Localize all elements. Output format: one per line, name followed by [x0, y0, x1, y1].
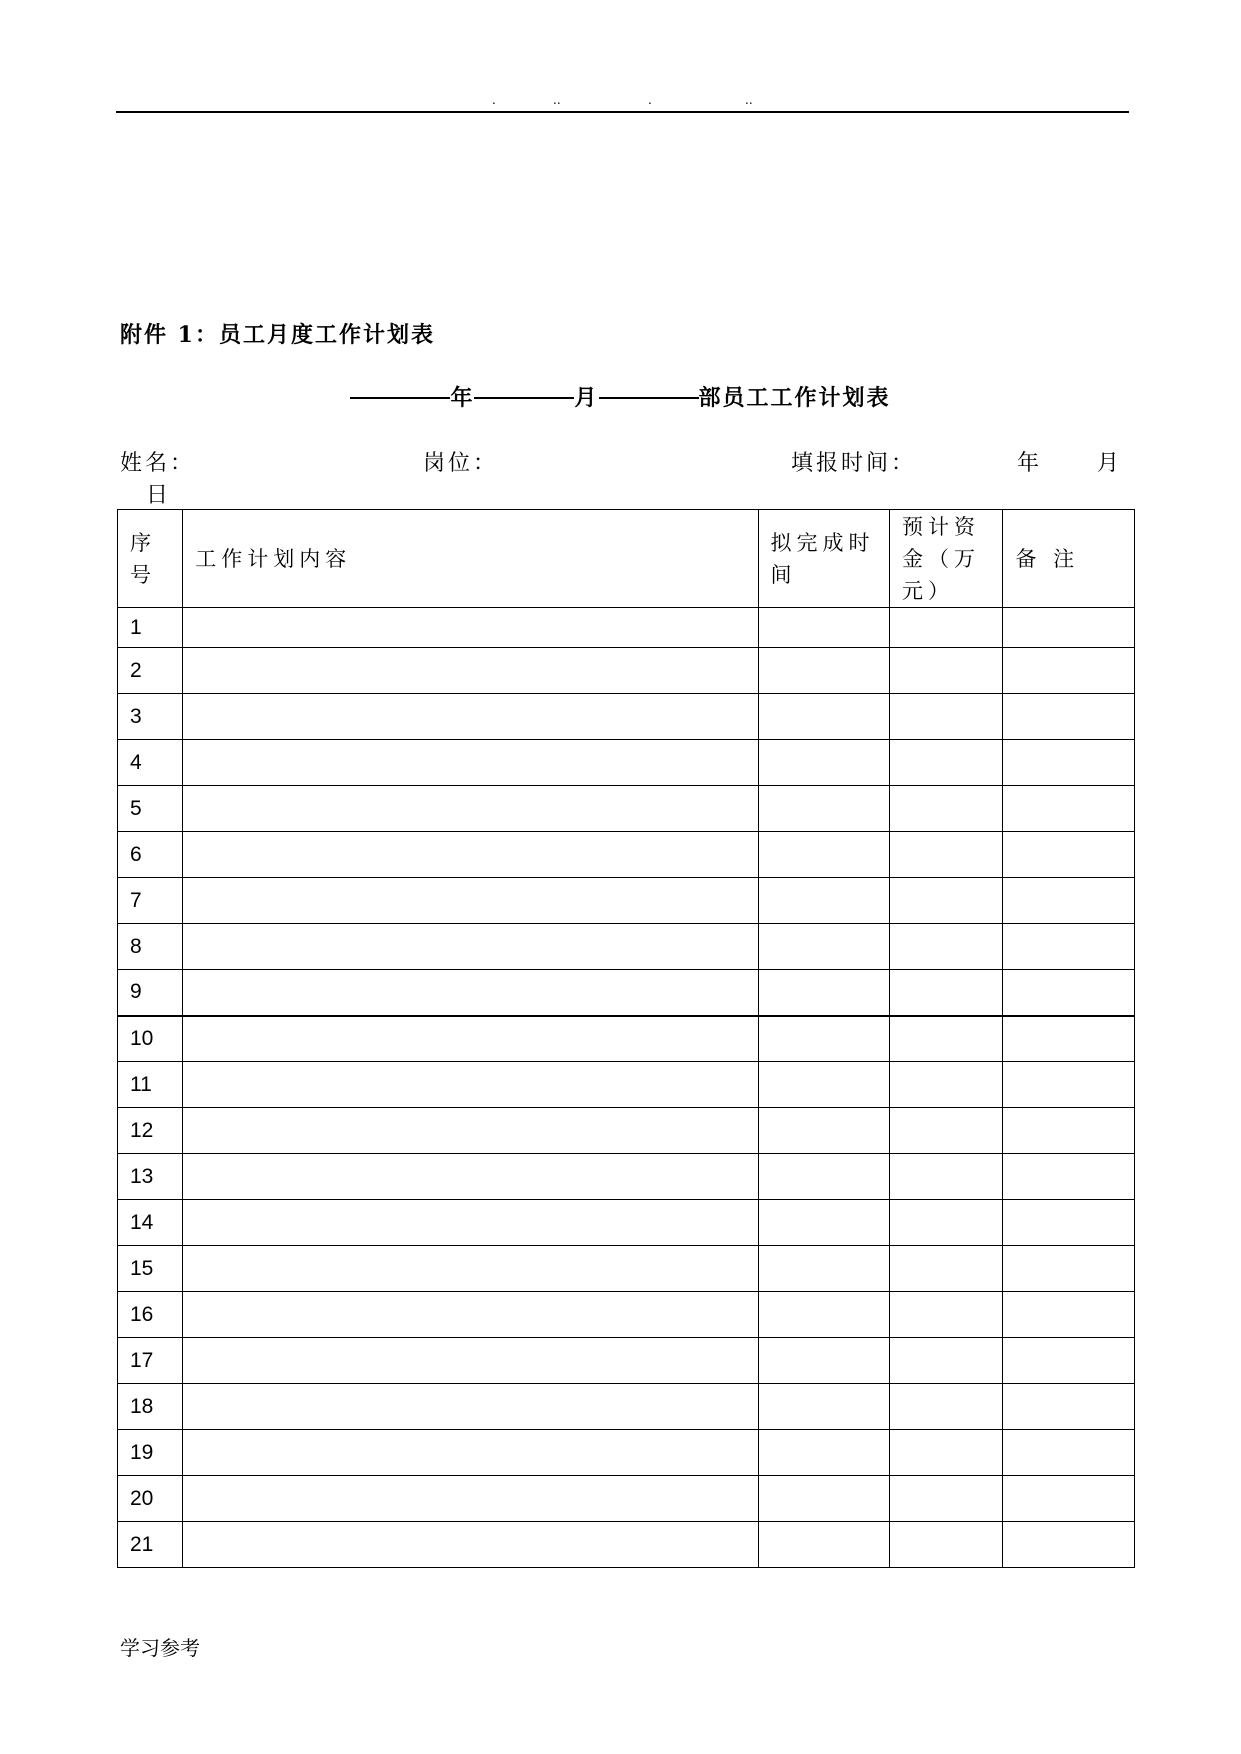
name-label: 姓名： — [120, 451, 196, 476]
content-cell[interactable] — [183, 1476, 758, 1522]
work-plan-table — [117, 509, 1135, 1568]
row-number: 18 — [118, 1384, 183, 1430]
row-number: 8 — [118, 924, 183, 970]
position-label: 岗位： — [423, 451, 499, 476]
row-number: 9 — [118, 970, 183, 1016]
budget-cell[interactable] — [890, 878, 1003, 924]
row-number: 6 — [118, 832, 183, 878]
deadline-cell[interactable] — [758, 1476, 890, 1522]
remarks-cell[interactable] — [1003, 1200, 1135, 1246]
deadline-cell[interactable] — [758, 786, 890, 832]
row-number: 1 — [118, 608, 183, 648]
blank-line[interactable] — [599, 397, 699, 399]
header-mark: .. — [553, 93, 561, 107]
row-number: 21 — [118, 1522, 183, 1568]
fill-month-label: 月 — [1097, 451, 1123, 476]
budget-cell[interactable] — [890, 1292, 1003, 1338]
content-cell[interactable] — [183, 740, 758, 786]
row-number: 7 — [118, 878, 183, 924]
deadline-cell[interactable] — [758, 648, 890, 694]
budget-cell[interactable] — [890, 694, 1003, 740]
row-number: 15 — [118, 1246, 183, 1292]
content-cell[interactable] — [183, 1384, 758, 1430]
header-budget: 预计资金（万元） — [890, 510, 1003, 608]
content-cell[interactable] — [183, 694, 758, 740]
remarks-cell[interactable] — [1003, 1108, 1135, 1154]
header-content: 工作计划内容 — [183, 510, 758, 608]
form-title-suffix: 部员工工作计划表 — [698, 385, 891, 411]
deadline-cell[interactable] — [758, 1430, 890, 1476]
budget-cell[interactable] — [890, 1016, 1003, 1062]
table-row — [118, 694, 1135, 740]
deadline-cell[interactable] — [758, 1384, 890, 1430]
content-cell[interactable] — [183, 924, 758, 970]
row-number: 11 — [118, 1062, 183, 1108]
deadline-cell[interactable] — [758, 694, 890, 740]
form-title-year: 年 — [450, 385, 475, 411]
content-cell[interactable] — [183, 786, 758, 832]
remarks-cell[interactable] — [1003, 1384, 1135, 1430]
remarks-cell[interactable] — [1003, 1292, 1135, 1338]
budget-cell[interactable] — [890, 1522, 1003, 1568]
form-title-month: 月 — [574, 385, 599, 411]
remarks-cell[interactable] — [1003, 832, 1135, 878]
remarks-cell[interactable] — [1003, 1016, 1135, 1062]
budget-cell[interactable] — [890, 648, 1003, 694]
content-cell[interactable] — [183, 1522, 758, 1568]
budget-cell[interactable] — [890, 1062, 1003, 1108]
row-number: 20 — [118, 1476, 183, 1522]
remarks-cell[interactable] — [1003, 1430, 1135, 1476]
budget-cell[interactable] — [890, 1154, 1003, 1200]
table-row — [118, 1384, 1135, 1430]
table-row — [118, 1200, 1135, 1246]
content-cell[interactable] — [183, 1016, 758, 1062]
deadline-cell[interactable] — [758, 1016, 890, 1062]
content-cell[interactable] — [183, 832, 758, 878]
header-mark: .. — [745, 93, 753, 107]
deadline-cell[interactable] — [758, 1200, 890, 1246]
table-row — [118, 878, 1135, 924]
deadline-cell[interactable] — [758, 878, 890, 924]
table-row — [118, 786, 1135, 832]
table-row — [118, 1062, 1135, 1108]
remarks-cell[interactable] — [1003, 1246, 1135, 1292]
header-deadline: 拟完成时间 — [758, 510, 890, 608]
table-row — [118, 1430, 1135, 1476]
deadline-cell[interactable] — [758, 832, 890, 878]
content-cell[interactable] — [183, 1430, 758, 1476]
remarks-cell[interactable] — [1003, 1522, 1135, 1568]
header-mark: . — [648, 93, 652, 107]
table-row — [118, 1476, 1135, 1522]
table-row — [118, 1338, 1135, 1384]
deadline-cell[interactable] — [758, 1338, 890, 1384]
content-cell[interactable] — [183, 1338, 758, 1384]
deadline-cell[interactable] — [758, 924, 890, 970]
content-cell[interactable] — [183, 1246, 758, 1292]
deadline-cell[interactable] — [758, 1522, 890, 1568]
row-number: 2 — [118, 648, 183, 694]
table-row — [118, 1016, 1135, 1062]
budget-cell[interactable] — [890, 1108, 1003, 1154]
header-seq: 序号 — [118, 510, 183, 608]
row-number: 3 — [118, 694, 183, 740]
deadline-cell[interactable] — [758, 1246, 890, 1292]
budget-cell[interactable] — [890, 1384, 1003, 1430]
budget-cell[interactable] — [890, 740, 1003, 786]
remarks-cell[interactable] — [1003, 970, 1135, 1016]
budget-cell[interactable] — [890, 1476, 1003, 1522]
table-row — [118, 832, 1135, 878]
fill-time-label: 填报时间： — [791, 451, 917, 476]
budget-cell[interactable] — [890, 970, 1003, 1016]
content-cell[interactable] — [183, 878, 758, 924]
fill-day-label: 日 — [146, 483, 172, 508]
table-row — [118, 1246, 1135, 1292]
row-number: 16 — [118, 1292, 183, 1338]
budget-cell[interactable] — [890, 608, 1003, 648]
content-cell[interactable] — [183, 1108, 758, 1154]
remarks-cell[interactable] — [1003, 1154, 1135, 1200]
row-number: 19 — [118, 1430, 183, 1476]
footer-note: 学习参考 — [120, 1636, 200, 1660]
content-cell[interactable] — [183, 1062, 758, 1108]
content-cell[interactable] — [183, 970, 758, 1016]
remarks-cell[interactable] — [1003, 1338, 1135, 1384]
header-mark: . — [492, 93, 496, 107]
row-number: 14 — [118, 1200, 183, 1246]
row-number: 12 — [118, 1108, 183, 1154]
deadline-cell[interactable] — [758, 1154, 890, 1200]
form-title — [0, 381, 1241, 412]
table-row — [118, 1108, 1135, 1154]
budget-cell[interactable] — [890, 1338, 1003, 1384]
remarks-cell[interactable] — [1003, 694, 1135, 740]
row-number: 4 — [118, 740, 183, 786]
deadline-cell[interactable] — [758, 1292, 890, 1338]
row-number: 17 — [118, 1338, 183, 1384]
content-cell[interactable] — [183, 1154, 758, 1200]
content-cell[interactable] — [183, 1200, 758, 1246]
row-number: 10 — [118, 1016, 183, 1062]
budget-cell[interactable] — [890, 924, 1003, 970]
header-remarks: 备 注 — [1003, 510, 1135, 608]
blank-line[interactable] — [474, 397, 574, 399]
content-cell[interactable] — [183, 608, 758, 648]
remarks-cell[interactable] — [1003, 1476, 1135, 1522]
remarks-cell[interactable] — [1003, 740, 1135, 786]
table-row — [118, 608, 1135, 648]
row-number: 13 — [118, 1154, 183, 1200]
remarks-cell[interactable] — [1003, 1062, 1135, 1108]
deadline-cell[interactable] — [758, 1062, 890, 1108]
table-row — [118, 970, 1135, 1016]
header-rule — [116, 111, 1129, 113]
table-row — [118, 924, 1135, 970]
table-row — [118, 1292, 1135, 1338]
deadline-cell[interactable] — [758, 740, 890, 786]
table-row — [118, 740, 1135, 786]
deadline-cell[interactable] — [758, 608, 890, 648]
budget-cell[interactable] — [890, 1430, 1003, 1476]
blank-line[interactable] — [350, 397, 450, 399]
fill-year-label: 年 — [1017, 451, 1043, 476]
content-cell[interactable] — [183, 648, 758, 694]
remarks-cell[interactable] — [1003, 786, 1135, 832]
row-number: 5 — [118, 786, 183, 832]
content-cell[interactable] — [183, 1292, 758, 1338]
remarks-cell[interactable] — [1003, 648, 1135, 694]
deadline-cell[interactable] — [758, 970, 890, 1016]
budget-cell[interactable] — [890, 786, 1003, 832]
remarks-cell[interactable] — [1003, 878, 1135, 924]
attachment-title: 附件 1：员工月度工作计划表 — [120, 322, 435, 348]
remarks-cell[interactable] — [1003, 608, 1135, 648]
remarks-cell[interactable] — [1003, 924, 1135, 970]
table-row — [118, 648, 1135, 694]
budget-cell[interactable] — [890, 832, 1003, 878]
deadline-cell[interactable] — [758, 1108, 890, 1154]
table-row — [118, 1522, 1135, 1568]
budget-cell[interactable] — [890, 1200, 1003, 1246]
header-marks — [0, 94, 1241, 110]
table-header-row — [118, 510, 1135, 608]
table-row — [118, 1154, 1135, 1200]
budget-cell[interactable] — [890, 1246, 1003, 1292]
